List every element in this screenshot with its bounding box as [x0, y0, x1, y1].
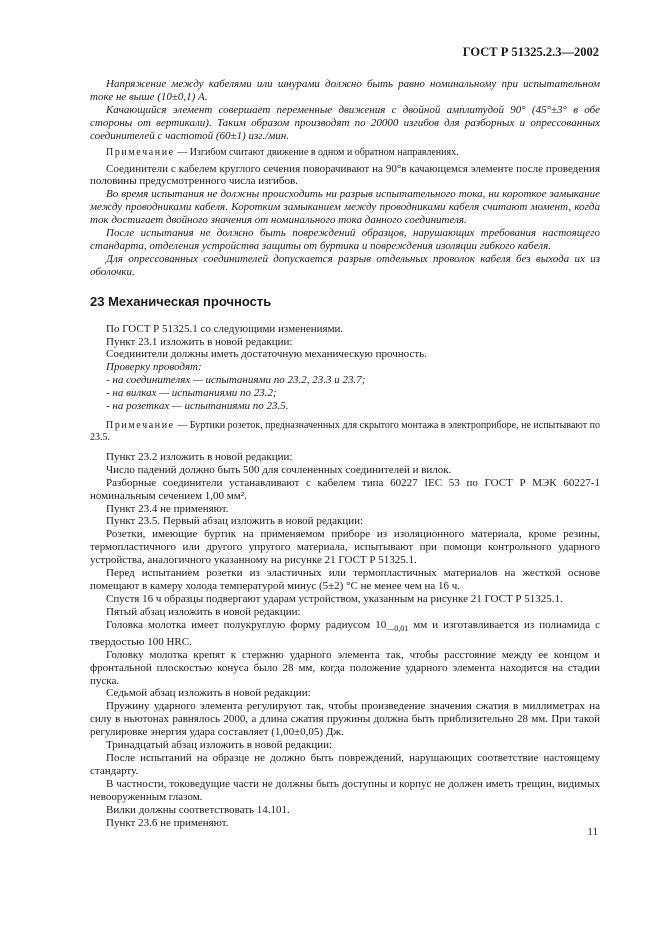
- paragraph-s1: По ГОСТ Р 51325.1 со следующими изменениями.: [106, 322, 344, 335]
- paragraph-s8: Пункт 23.2 изложить в новой редакции:: [106, 450, 293, 463]
- paragraph-s11: Пункт 23.4 не применяют.: [106, 502, 229, 515]
- paragraph-after-test: После испытания не должно быть повреждений образцов, нарушающих требования настоящего стандарта, отделения устройства защиты от буртика и повреждения изоляции гибкого кабеля.: [90, 227, 600, 252]
- paragraph-s25: Пункт 23.6 не применяют.: [106, 816, 229, 829]
- paragraph-crimped: Для опрессованных соединителей допускается разрыв отдельных проволок кабеля без выхода их из оболочки.: [90, 252, 600, 278]
- paragraph-s24: Вилки должны соответствовать 14.101.: [106, 803, 290, 816]
- text-part: Головка молотка имеет полукруглую форму радиусом 10: [106, 618, 387, 631]
- list-item-connectors: - на соединителях — испытаниями по 23.2, 23.3 и 23.7;: [106, 374, 366, 387]
- paragraph-s20: Пружину ударного элемента регулируют так, чтобы произведение значения сжатия в миллиметрах на силу в ньютонах равнялось 2000, а длина сжатия пружины должна быть приблизительно 28 мм. При такой регулировке энергия удара составляет (1,00±0,05) Дж.: [90, 700, 600, 739]
- note-label: Примечание: [106, 146, 175, 158]
- paragraph-s13: Розетки, имеющие буртик на применяемом приборе из изоляционного материала, кроме резины, термопластичного или другого упругого материала, испытывают при помощи контрольного ударного устройства, аналогичного указанному на рисунке 21 ГОСТ Р 51325.1.: [90, 528, 600, 567]
- paragraph-s14: Перед испытанием розетки из эластичных или термопластичных материалов на жесткой основе помещают в камеру холода температурой минус (5±2) °С не менее чем на 16 ч.: [90, 567, 600, 592]
- section-heading: 23 Механическая прочность: [90, 293, 272, 309]
- paragraph-s2: Пункт 23.1 изложить в новой редакции:: [106, 335, 293, 348]
- paragraph-s16: Пятый абзац изложить в новой редакции:: [106, 605, 301, 618]
- note-text: — Изгибом считают движение в одном и обратном направлениях.: [174, 146, 459, 158]
- paragraph-s3: Соединители должны иметь достаточную механическую прочность.: [106, 348, 427, 361]
- document-header: ГОСТ Р 51325.2.3—2002: [462, 45, 599, 59]
- paragraph-s15: Спустя 16 ч образцы подвергают ударам устройством, указанным на рисунке 21 ГОСТ Р 51325.1.: [106, 592, 563, 605]
- list-item-sockets: - на розетках — испытаниями по 23.5.: [106, 400, 289, 413]
- paragraph-s9: Число падений должно быть 500 для сочлененных соединителей и вилок.: [106, 463, 452, 476]
- paragraph-s4: Проверку проводят:: [106, 361, 202, 374]
- paragraph-s22: После испытаний на образце не должно быть повреждений, нарушающих соответствие настоящему стандарту.: [90, 751, 600, 777]
- note-text: — Буртики розеток, предназначенных для скрытого монтажа в электроприборе, не испытывают по 23.5.: [90, 419, 600, 443]
- paragraph-s21: Тринадцатый абзац изложить в новой редакции:: [106, 739, 333, 752]
- paragraph-test-conditions: Во время испытания не должны происходить ни разрыв испытательного тока, ни короткое замыкание между проводниками кабеля. Коротким замыканием между проводниками кабеля считают момент, когда ток достигает двойного значения от номинального тока данного соединителя.: [90, 188, 600, 227]
- paragraph-s10: Разборные соединители устанавливают с кабелем типа 60227 IEC 53 по ГОСТ Р МЭК 60227-1 номинальным сечением 1,00 мм².: [90, 476, 600, 502]
- paragraph-s18: Головку молотка крепят к стержню ударного элемента так, чтобы расстояние между ее концом и фронтальной плоскостью конуса было 28 мм, когда положение ударного элемента находится на стадии пуска.: [90, 648, 600, 687]
- paragraph-s17: [90, 619, 600, 649]
- paragraph-round-cable: Соединители с кабелем круглого сечения поворачивают на 90°в качающемся элементе после проведения половины предусмотренного числа изгибов.: [90, 162, 600, 188]
- note-sockets: [90, 420, 600, 444]
- paragraph-s23: В частности, токоведущие части не должны быть доступны и корпус не должен иметь трещин, видимых невооруженным глазом.: [90, 777, 600, 803]
- page-body: [90, 78, 600, 829]
- paragraph-swing-element: Качающийся элемент совершает переменные движения с двойной амплитудой 90° (45°±3° в обе стороны от вертикали). Таким образом производят по 20000 изгибов для разборных и опрессованных соединителей с частотой (60±1) изг./мин.: [90, 103, 600, 142]
- page-number: 11: [587, 826, 598, 838]
- note-bending: [90, 147, 600, 159]
- text-part: мм и изготавливается из полиамида с твердостью 100 HRC.: [90, 618, 600, 648]
- list-item-plugs: - на вилках — испытаниями по 23.2;: [106, 387, 277, 400]
- tolerance-subscript: —0,01: [386, 623, 409, 633]
- paragraph-s12: Пункт 23.5. Первый абзац изложить в новой редакции:: [106, 515, 364, 528]
- note-label: Примечание: [106, 419, 175, 431]
- paragraph-voltage: Напряжение между кабелями или шнурами должно быть равно номинальному при испытательном токе не выше (10±0,1) А.: [90, 78, 600, 103]
- paragraph-s19: Седьмой абзац изложить в новой редакции:: [106, 687, 311, 700]
